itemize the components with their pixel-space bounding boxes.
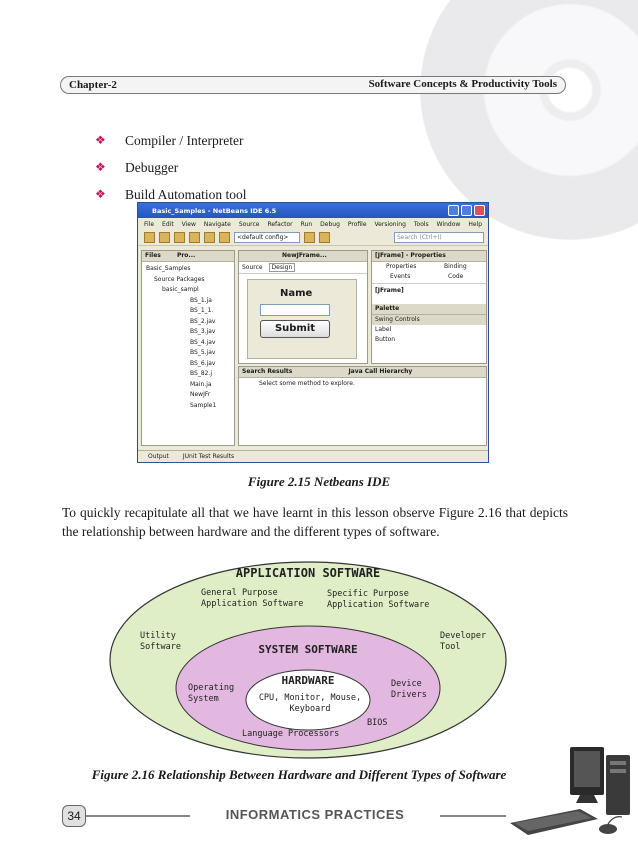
maximize-icon[interactable] <box>461 205 472 216</box>
device-line-2: Drivers <box>391 690 427 700</box>
specific-purpose-label <box>327 589 429 611</box>
tab-properties[interactable]: Properties <box>386 263 417 270</box>
tree-node[interactable]: BS_5.jav <box>190 349 216 356</box>
hardware-label: HARDWARE <box>281 674 335 687</box>
tab-search-results[interactable]: Search Results <box>242 368 293 375</box>
files-pane <box>141 250 235 446</box>
tab-design[interactable]: Design <box>269 263 296 272</box>
menu-debug[interactable]: Debug <box>320 220 340 228</box>
general-purpose-line-1: General Purpose <box>201 588 278 598</box>
system-software-label: SYSTEM SOFTWARE <box>258 643 358 656</box>
close-icon[interactable] <box>474 205 485 216</box>
bullet-item <box>95 154 247 181</box>
redo-icon[interactable] <box>219 232 230 243</box>
body-paragraph: To quickly recapitulate all that we have learnt in this lesson observe Figure 2.16 that depicts the relationship between hardware and the different types of software. <box>62 505 568 539</box>
diamond-bullet-icon: ❖ <box>95 160 106 174</box>
tab-code[interactable]: Code <box>448 273 464 280</box>
bullet-item <box>95 127 247 154</box>
menu-file[interactable]: File <box>144 220 155 228</box>
minimize-icon[interactable] <box>448 205 459 216</box>
tree-node[interactable]: Sample1 <box>190 401 217 409</box>
project-tree <box>142 262 234 411</box>
application-software-label: APPLICATION SOFTWARE <box>235 566 381 580</box>
palette-swing-controls[interactable]: Swing Controls <box>372 315 486 325</box>
tab-java-call-hierarchy[interactable]: Java Call Hierarchy <box>348 368 413 375</box>
window-controls <box>448 205 485 216</box>
operating-line-1: Operating <box>188 683 235 693</box>
config-combo[interactable]: <default config> <box>234 232 300 243</box>
tree-node[interactable]: BS_2.jav <box>190 317 216 325</box>
hardware-desc-line-2: Keyboard <box>289 704 331 714</box>
specific-purpose-line-1: Specific Purpose <box>327 589 409 599</box>
new-project-icon[interactable] <box>159 232 170 243</box>
editor-tab-bar <box>239 251 367 262</box>
general-purpose-line-2: Application Software <box>201 599 304 609</box>
files-pane-header <box>142 251 234 262</box>
tab-files[interactable]: Files <box>145 252 161 259</box>
general-purpose-label <box>201 588 303 610</box>
operating-line-2: System <box>188 694 219 704</box>
tree-node[interactable]: BS_4.jav <box>190 338 216 346</box>
ide-toolbar <box>138 230 488 246</box>
output-tabs <box>138 450 488 462</box>
chapter-header <box>60 76 566 94</box>
language-processors-label: Language Processors <box>242 729 340 739</box>
form-name-field[interactable] <box>260 304 330 316</box>
developer-line-2: Tool <box>440 642 461 652</box>
properties-tabs <box>372 262 486 284</box>
menu-view[interactable]: View <box>181 220 196 228</box>
tab-binding[interactable]: Binding <box>444 263 467 270</box>
tree-node[interactable]: Main.ja <box>190 380 212 388</box>
tab-projects[interactable]: Pro... <box>176 252 196 259</box>
menu-tools[interactable]: Tools <box>413 220 429 228</box>
form-submit-button[interactable]: Submit <box>260 320 330 338</box>
chapter-label: Chapter-2 <box>69 79 117 91</box>
tab-source[interactable]: Source <box>242 264 263 271</box>
jframe-label: [JFrame] <box>375 287 404 294</box>
bullet-text: Build Automation tool <box>125 186 247 202</box>
ide-title: Basic_Samples - NetBeans IDE 6.5 <box>152 206 277 215</box>
menu-navigate[interactable]: Navigate <box>203 220 231 228</box>
desktop-computer-icon <box>510 745 638 851</box>
page-number: 34 <box>62 805 86 827</box>
tree-node[interactable]: BS_1_1. <box>190 307 214 314</box>
device-line-1: Device <box>391 679 422 689</box>
menu-profile[interactable]: Profile <box>347 220 367 228</box>
search-input[interactable]: Search (Ctrl+I) <box>394 232 484 243</box>
tree-node[interactable]: BS_82.j <box>190 370 213 377</box>
menu-help[interactable]: Help <box>468 220 483 228</box>
hardware-components-label <box>258 693 362 715</box>
menu-run[interactable]: Run <box>300 220 313 228</box>
tree-node[interactable]: basic_sampl <box>162 286 199 293</box>
search-results-pane <box>238 366 487 446</box>
tree-node[interactable]: NewJFr <box>190 391 211 398</box>
editor-pane <box>238 250 368 364</box>
menu-versioning[interactable]: Versioning <box>374 220 406 228</box>
save-icon[interactable] <box>189 232 200 243</box>
software-layers-diagram <box>108 560 508 760</box>
tree-node[interactable]: BS_3.jav <box>190 328 216 335</box>
netbeans-ide-screenshot <box>137 202 489 463</box>
footer-title: INFORMATICS PRACTICES <box>190 807 440 822</box>
palette-label[interactable]: Label <box>375 326 392 333</box>
undo-icon[interactable] <box>204 232 215 243</box>
ide-menubar <box>138 218 488 230</box>
palette-button[interactable]: Button <box>375 336 396 343</box>
diamond-bullet-icon: ❖ <box>95 133 106 147</box>
bullet-text: Debugger <box>125 159 179 175</box>
properties-header: [JFrame] - Properties <box>372 251 486 262</box>
figure-16-caption: Figure 2.16 Relationship Between Hardware and Different Types of Software <box>91 767 507 782</box>
search-results-header <box>239 367 486 378</box>
tree-node[interactable]: BS_1.ja <box>190 296 212 304</box>
diamond-bullet-icon: ❖ <box>95 187 106 201</box>
tree-node[interactable]: Basic_Samples <box>146 265 191 272</box>
menu-source[interactable]: Source <box>238 220 260 228</box>
menu-refactor[interactable]: Refactor <box>267 220 293 228</box>
device-drivers-label <box>391 679 427 701</box>
tab-junit[interactable]: JUnit Test Results <box>182 453 235 460</box>
bios-label: BIOS <box>367 718 388 728</box>
palette-header: Palette <box>372 304 486 315</box>
tab-events[interactable]: Events <box>390 273 411 280</box>
tree-node[interactable]: Source Packages <box>154 275 205 283</box>
specific-purpose-line-2: Application Software <box>327 600 430 610</box>
tab-editor-file[interactable]: NewJFrame... <box>282 252 327 259</box>
new-file-icon[interactable] <box>144 232 155 243</box>
tab-output[interactable]: Output <box>148 453 169 460</box>
tree-node[interactable]: BS_6.jav <box>190 359 216 367</box>
menu-window[interactable]: Window <box>436 220 461 228</box>
properties-pane <box>371 250 487 364</box>
menu-edit[interactable]: Edit <box>162 220 174 228</box>
utility-line-2: Software <box>140 642 181 652</box>
form-name-label: Name <box>280 288 313 299</box>
utility-line-1: Utility <box>140 631 176 641</box>
run-icon[interactable] <box>319 232 330 243</box>
build-icon[interactable] <box>304 232 315 243</box>
bullet-list <box>95 127 247 208</box>
ide-title-bar <box>138 203 488 218</box>
operating-system-label <box>188 683 234 705</box>
bullet-text: Compiler / Interpreter <box>125 132 244 148</box>
open-icon[interactable] <box>174 232 185 243</box>
figure-15-caption: Figure 2.15 Netbeans IDE <box>247 474 391 489</box>
select-method-message: Select some method to explore. <box>259 380 355 387</box>
editor-view-bar <box>239 262 367 274</box>
developer-line-1: Developer <box>440 631 487 641</box>
hardware-desc-line-1: CPU, Monitor, Mouse, <box>258 693 362 703</box>
section-title: Software Concepts & Productivity Tools <box>368 78 557 90</box>
form-designer-canvas <box>247 279 357 359</box>
